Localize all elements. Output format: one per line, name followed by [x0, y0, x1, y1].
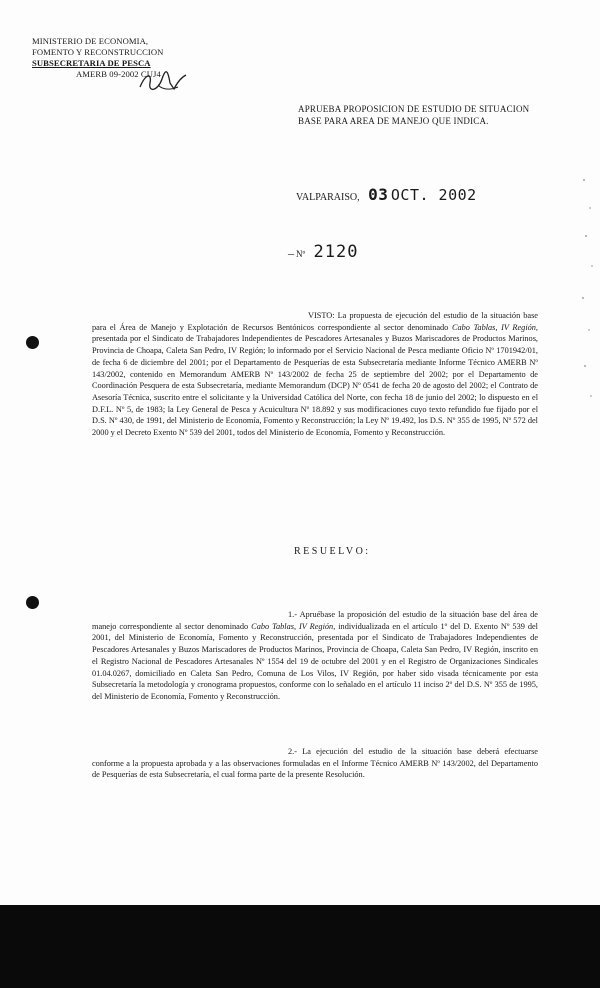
visto-text-2: , presentada por el Sindicato de Trabajadores Independientes de Pescadores Artesanales y Buzos Mariscadores de Productos Marinos, Provincia de Choapa, Caleta San Pedro, IV Región; lo informado por el Servicio Nacional de Pesca mediante Oficio Nº 1701942/01, de fecha 6 de diciembre del 2001; por el Departamento de Pesquerías de esta Subsecretaría mediante Informe Técnico AMERB Nº 143/2002, contenido en Memorandum AMERB Nº 143/2002 de fecha 25 de septiembre del 2002; por el Departamento de Coordinación Pesquera de esta Subsecretaría, mediante Memorandum (DCP) Nº 0541 de fecha 20 de agosto del 2002; el Contrato de Asesoría Técnica, suscrito entre el solicitante y la Universidad Católica del Norte, con fecha 18 de junio del 2002; lo dispuesto en el D.F.L. Nº 5, de 1983; la Ley General de Pesca y Acuicultura Nº 18.892 y sus modificaciones cuyo texto refundido fue fijado por el D.S. Nº 430, de 1991, del Ministerio de Economía, Fomento y Reconstrucción; la Ley Nº 19.492, los D.S. Nº 355 de 1995, Nº 572 del 2000 y el Decreto Exento Nº 539 del 2001, todos del Ministerio de Economía, Fomento y Reconstrucción. — [92, 322, 538, 438]
dash-mark: – — [288, 246, 294, 260]
place-name: VALPARAISO, — [296, 192, 360, 203]
visto-text-1: VISTO: La propuesta de ejecución del estudio de la situación base para el Área de Manejo y Explotación de Recursos Bentónicos correspondiente al sector denominado — [92, 311, 538, 332]
punch-hole-top — [26, 336, 39, 349]
article-1-text-2: , individualizada en el artículo 1º del D. Exento Nº 539 del 2001, del Ministerio de Economía, Fomento y Reconstrucción, presentada por el Sindicato de Trabajadores Independientes de Pescadores Artesanales y Buzos Mariscadores de Productos Marinos, Provincia de Choapa, Caleta San Pedro, IV Región, inscrito en el Registro Nacional de Pescadores Artesanales Nº 1554 del 19 de octubre del 2001 y en el Registro de Organizaciones Sindicales 01.04.0267, domiciliado en Caleta San Pedro, Comuna de Los Vilos, IV Región, por haber sido visada técnicamente por esta Subsecretaría la metodología y cronograma propuestos, conforme con lo señalado en el artículo 11 inciso 2º del D.S. Nº 355 de 1995, del Ministerio de Economía, Fomento y Reconstrucción. — [92, 621, 538, 701]
visto-place-italic: Cabo Tablas, IV Región — [451, 322, 536, 332]
resolution-number — [288, 242, 359, 262]
article-1-place-italic: Cabo Tablas, IV Región — [251, 621, 334, 631]
place-date-line — [296, 185, 477, 204]
article-1-text-1: 1.- Apruébase la proposición del estudio de la situación base del área de manejo correspondiente al sector denominado — [92, 610, 538, 631]
number-label: Nº — [296, 249, 306, 259]
punch-hole-bottom — [26, 596, 39, 609]
issuer-ministry: MINISTERIO DE ECONOMIA, — [32, 36, 149, 46]
number-value-stamp: 2120 — [313, 242, 359, 262]
article-1 — [92, 609, 538, 703]
handwritten-initials — [138, 69, 188, 95]
article-2: 2.- La ejecución del estudio de la situación base deberá efectuarse conforme a la propuesta aprobada y a las observaciones formuladas en el Informe Técnico AMERB Nº 143/2002, del Departamento de Pesquerías de esta Subsecretaría, el cual forma parte de la presente Resolución. — [92, 747, 538, 780]
date-month-year-stamp: OCT. 2002 — [390, 186, 477, 204]
visto-paragraph — [92, 310, 538, 439]
issuer-subsecretary: SUBSECRETARIA DE PESCA — [32, 58, 151, 68]
date-day-stamp: 03 — [368, 185, 389, 204]
scan-bottom-border — [0, 905, 600, 988]
scan-edge-noise — [578, 170, 598, 410]
file-reference: AMERB 09-2002 CUJ4 — [76, 69, 161, 79]
issuer-ministry-cont: FOMENTO Y RECONSTRUCCION — [32, 47, 164, 57]
resuelvo-heading: RESUELVO: — [294, 546, 371, 557]
resolution-subject: APRUEBA PROPOSICION DE ESTUDIO DE SITUACION BASE PARA AREA DE MANEJO QUE INDICA. — [298, 104, 530, 126]
